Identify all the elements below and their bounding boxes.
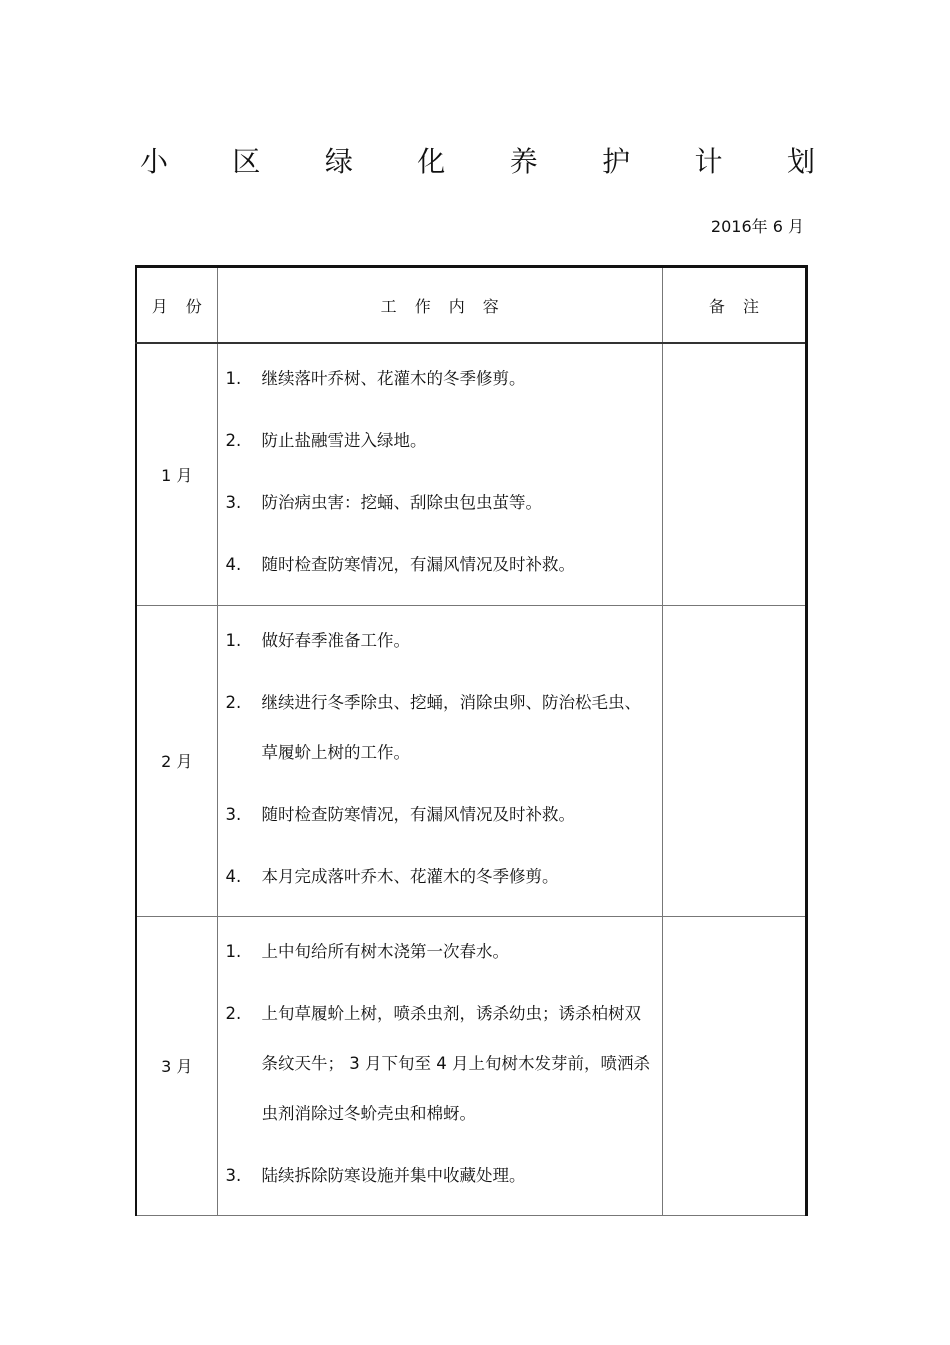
item-text: 继续落叶乔树、花灌木的冬季修剪。 <box>261 369 526 388</box>
header-char: 备 <box>708 296 725 316</box>
item-text: 随时检查防寒情况，有漏风情况及时补救。 <box>261 804 576 824</box>
item-text: 做好春季准备工作。 <box>261 630 411 650</box>
title-char: 划 <box>786 145 815 178</box>
plan-table <box>135 265 808 1216</box>
list-item <box>218 478 662 528</box>
title-char: 化 <box>417 145 446 178</box>
list-item <box>218 989 662 1139</box>
month-cell: 3 月 <box>136 916 217 1215</box>
table-header-row <box>136 267 807 344</box>
title-char: 护 <box>602 145 631 178</box>
table-row <box>136 605 807 916</box>
item-text: 陆续拆除防寒设施并集中收藏处理。 <box>261 1165 526 1185</box>
note-cell <box>662 916 806 1215</box>
item-number: 3. <box>225 1165 242 1185</box>
note-cell <box>662 343 806 605</box>
month-cell: 2 月 <box>136 605 217 916</box>
item-number: 1. <box>225 369 242 388</box>
item-text: 随时检查防寒情况，有漏风情况及时补救。 <box>261 555 576 574</box>
title-char: 养 <box>509 145 538 178</box>
header-char: 注 <box>742 296 759 316</box>
item-number: 3. <box>225 804 242 824</box>
title-char: 小 <box>140 145 169 178</box>
item-number: 1. <box>225 630 242 650</box>
list-item <box>218 678 662 778</box>
item-text: 上中旬给所有树木浇第一次春水。 <box>261 941 510 961</box>
list-item <box>218 1151 662 1201</box>
table-row <box>136 343 807 605</box>
item-number: 2. <box>225 431 242 450</box>
title-char: 绿 <box>324 145 353 178</box>
item-text: 继续进行冬季除虫、挖蛹，消除虫卵、防治松毛虫、草履蚧上树的工作。 <box>261 692 642 762</box>
list-item <box>218 790 662 840</box>
header-char: 容 <box>482 296 499 316</box>
month-cell: 1 月 <box>136 343 217 605</box>
header-content <box>217 267 662 344</box>
header-char: 内 <box>448 296 465 316</box>
item-text: 本月完成落叶乔木、花灌木的冬季修剪。 <box>261 866 559 886</box>
item-number: 4. <box>225 866 242 886</box>
header-char: 月 <box>151 296 168 316</box>
list-item <box>218 354 662 404</box>
header-char: 份 <box>185 296 202 316</box>
header-char: 工 <box>380 296 397 316</box>
document-date: 2016年 6 月 <box>710 217 804 236</box>
content-cell <box>217 916 662 1215</box>
item-number: 2. <box>225 1003 242 1023</box>
item-text: 上旬草履蚧上树，喷杀虫剂，诱杀幼虫；诱杀柏树双条纹天牛； 3 月下旬至 4 月上旬树木发芽前，喷洒杀虫剂消除过冬蚧壳虫和棉蚜。 <box>261 1003 651 1123</box>
header-note <box>662 267 806 344</box>
list-item <box>218 416 662 466</box>
item-text: 防治病虫害：挖蛹、刮除虫包虫茧等。 <box>261 493 543 512</box>
list-item <box>218 927 662 977</box>
title-char: 区 <box>232 145 261 178</box>
page-title <box>140 140 815 180</box>
item-number: 3. <box>225 493 242 512</box>
content-cell <box>217 605 662 916</box>
item-number: 4. <box>225 555 242 574</box>
item-number: 1. <box>225 941 242 961</box>
header-month <box>136 267 217 344</box>
note-cell <box>662 605 806 916</box>
content-cell <box>217 343 662 605</box>
header-char: 作 <box>414 296 431 316</box>
list-item <box>218 616 662 666</box>
table-row <box>136 916 807 1215</box>
list-item <box>218 852 662 902</box>
item-number: 2. <box>225 692 242 712</box>
item-text: 防止盐融雪进入绿地。 <box>261 431 427 450</box>
list-item <box>218 540 662 590</box>
title-char: 计 <box>694 145 723 178</box>
